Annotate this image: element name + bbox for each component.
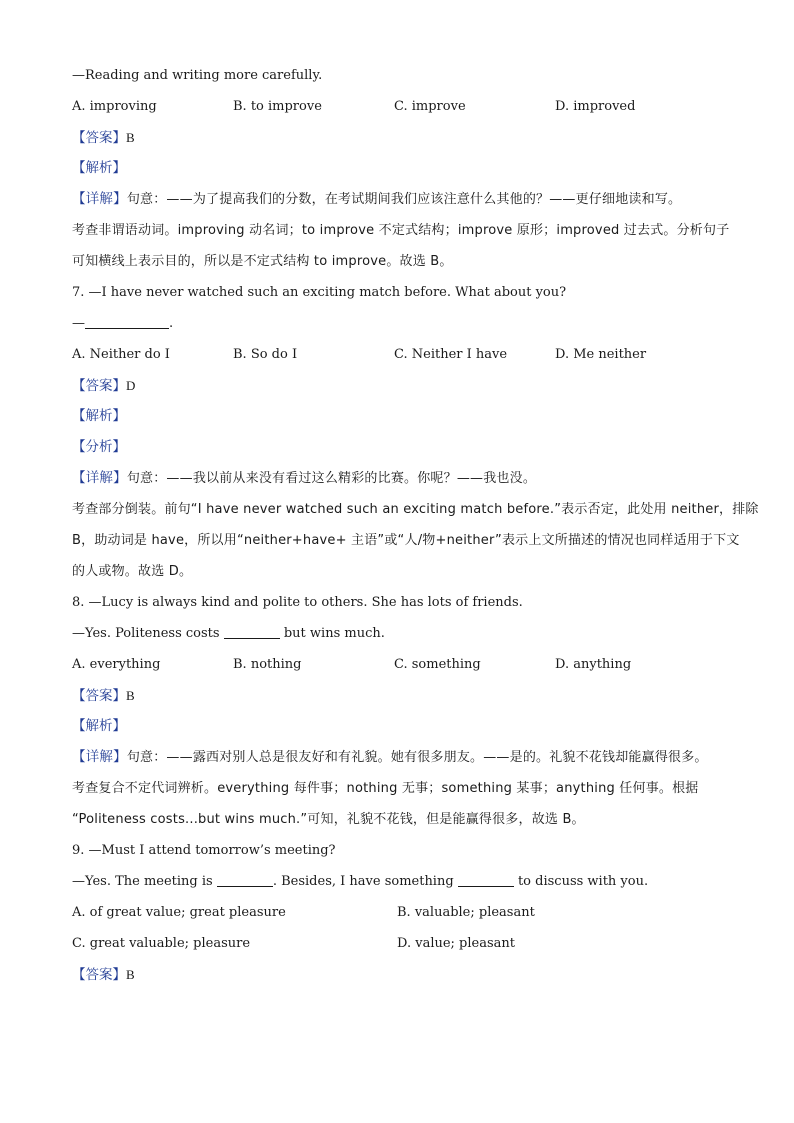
q7-stem: 7. —I have never watched such an exciting match before. What about you? bbox=[72, 285, 567, 300]
answer-value: B bbox=[126, 688, 135, 703]
answer-blank-2 bbox=[458, 872, 514, 887]
document-page bbox=[72, 60, 759, 990]
q9-option-c: C. great valuable; pleasure bbox=[72, 936, 251, 951]
detail-text: 句意：——为了提高我们的分数，在考试期间我们应该注意什么其他的？——更仔细地读和写。 bbox=[126, 192, 682, 207]
reply-prefix: — bbox=[72, 316, 85, 331]
detail-tag: 【详解】 bbox=[72, 749, 127, 765]
reply-suffix: to discuss with you. bbox=[517, 874, 649, 889]
q8-option-a: A. everything bbox=[72, 657, 161, 672]
answer-blank bbox=[224, 624, 280, 639]
q6-explain-2: 可知横线上表示目的，所以是不定式结构 to improve。故选 B。 bbox=[72, 254, 453, 269]
q6-answer-line: —Reading and writing more carefully. bbox=[72, 68, 323, 83]
q8-explain-2: “Politeness costs...but wins much.”可知，礼貌不花钱，但是能赢得很多，故选 B。 bbox=[72, 812, 585, 827]
q9-option-b: B. valuable; pleasant bbox=[397, 905, 535, 920]
q7-answer bbox=[72, 370, 724, 401]
answer-value: B bbox=[126, 130, 135, 145]
q7-reply bbox=[72, 308, 724, 339]
answer-tag: 【答案】 bbox=[72, 130, 126, 146]
q8-option-d: D. anything bbox=[555, 657, 632, 672]
q7-options bbox=[72, 339, 724, 370]
q6-option-a: A. improving bbox=[72, 99, 157, 114]
q6-option-c: C. improve bbox=[394, 99, 466, 114]
q9-option-a: A. of great value; great pleasure bbox=[72, 905, 286, 920]
answer-tag: 【答案】 bbox=[72, 378, 126, 394]
analysis-tag: 【解析】 bbox=[72, 408, 126, 424]
q7-option-a: A. Neither do I bbox=[72, 347, 170, 362]
q9-options-row-1 bbox=[72, 897, 724, 928]
q6-detail bbox=[72, 184, 724, 215]
q7-option-b: B. So do I bbox=[233, 347, 298, 362]
q7-explain-3: 的人或物。故选 D。 bbox=[72, 564, 193, 579]
q7-option-d: D. Me neither bbox=[555, 347, 647, 362]
reply-middle: . Besides, I have something bbox=[272, 874, 454, 889]
q8-option-b: B. nothing bbox=[233, 657, 302, 672]
q8-detail bbox=[72, 742, 724, 773]
detail-tag: 【详解】 bbox=[72, 470, 127, 486]
answer-blank-1 bbox=[217, 872, 273, 887]
reply-prefix: —Yes. Politeness costs bbox=[72, 626, 220, 641]
q7-detail bbox=[72, 463, 724, 494]
fenxi-tag: 【分析】 bbox=[72, 439, 126, 455]
q9-option-d: D. value; pleasant bbox=[397, 936, 515, 951]
q6-answer bbox=[72, 122, 724, 153]
q8-reply bbox=[72, 618, 724, 649]
q7-explain-1: 考查部分倒装。前句“I have never watched such an exciting match before.”表示否定，此处用 neither，排除 bbox=[72, 502, 759, 517]
q8-options bbox=[72, 649, 724, 680]
q6-explain-1: 考查非谓语动词。improving 动名词；to improve 不定式结构；improve 原形；improved 过去式。分析句子 bbox=[72, 223, 730, 238]
answer-value: D bbox=[126, 378, 136, 393]
detail-tag: 【详解】 bbox=[72, 191, 127, 207]
q8-option-c: C. something bbox=[394, 657, 481, 672]
q6-option-b: B. to improve bbox=[233, 99, 322, 114]
q7-fenxi bbox=[72, 432, 724, 463]
reply-suffix: . bbox=[169, 316, 174, 331]
q6-options bbox=[72, 91, 724, 122]
answer-blank bbox=[85, 314, 169, 329]
analysis-tag: 【解析】 bbox=[72, 160, 126, 176]
analysis-tag: 【解析】 bbox=[72, 718, 126, 734]
detail-text: 句意：——我以前从来没有看过这么精彩的比赛。你呢？——我也没。 bbox=[126, 471, 537, 486]
q8-stem: 8. —Lucy is always kind and polite to others. She has lots of friends. bbox=[72, 595, 523, 610]
q9-options-row-2 bbox=[72, 928, 724, 959]
detail-text: 句意：——露西对别人总是很友好和有礼貌。她有很多朋友。——是的。礼貌不花钱却能赢得很多。 bbox=[126, 750, 708, 765]
reply-prefix: —Yes. The meeting is bbox=[72, 874, 213, 889]
q8-analysis bbox=[72, 711, 724, 742]
answer-tag: 【答案】 bbox=[72, 688, 126, 704]
answer-tag: 【答案】 bbox=[72, 967, 126, 983]
q8-explain-1: 考查复合不定代词辨析。everything 每件事；nothing 无事；something 某事；anything 任何事。根据 bbox=[72, 781, 699, 796]
q6-analysis bbox=[72, 153, 724, 184]
q7-option-c: C. Neither I have bbox=[394, 347, 508, 362]
q7-analysis bbox=[72, 401, 724, 432]
q6-option-d: D. improved bbox=[555, 99, 636, 114]
q8-answer bbox=[72, 680, 724, 711]
q9-answer bbox=[72, 959, 724, 990]
answer-value: B bbox=[126, 967, 135, 982]
q9-reply bbox=[72, 866, 724, 897]
q7-explain-2: B，助动词是 have，所以用“neither+have+ 主语”或“人/物+neither”表示上文所描述的情况也同样适用于下文 bbox=[72, 533, 740, 548]
q9-stem: 9. —Must I attend tomorrow’s meeting? bbox=[72, 843, 336, 858]
reply-suffix: but wins much. bbox=[283, 626, 385, 641]
